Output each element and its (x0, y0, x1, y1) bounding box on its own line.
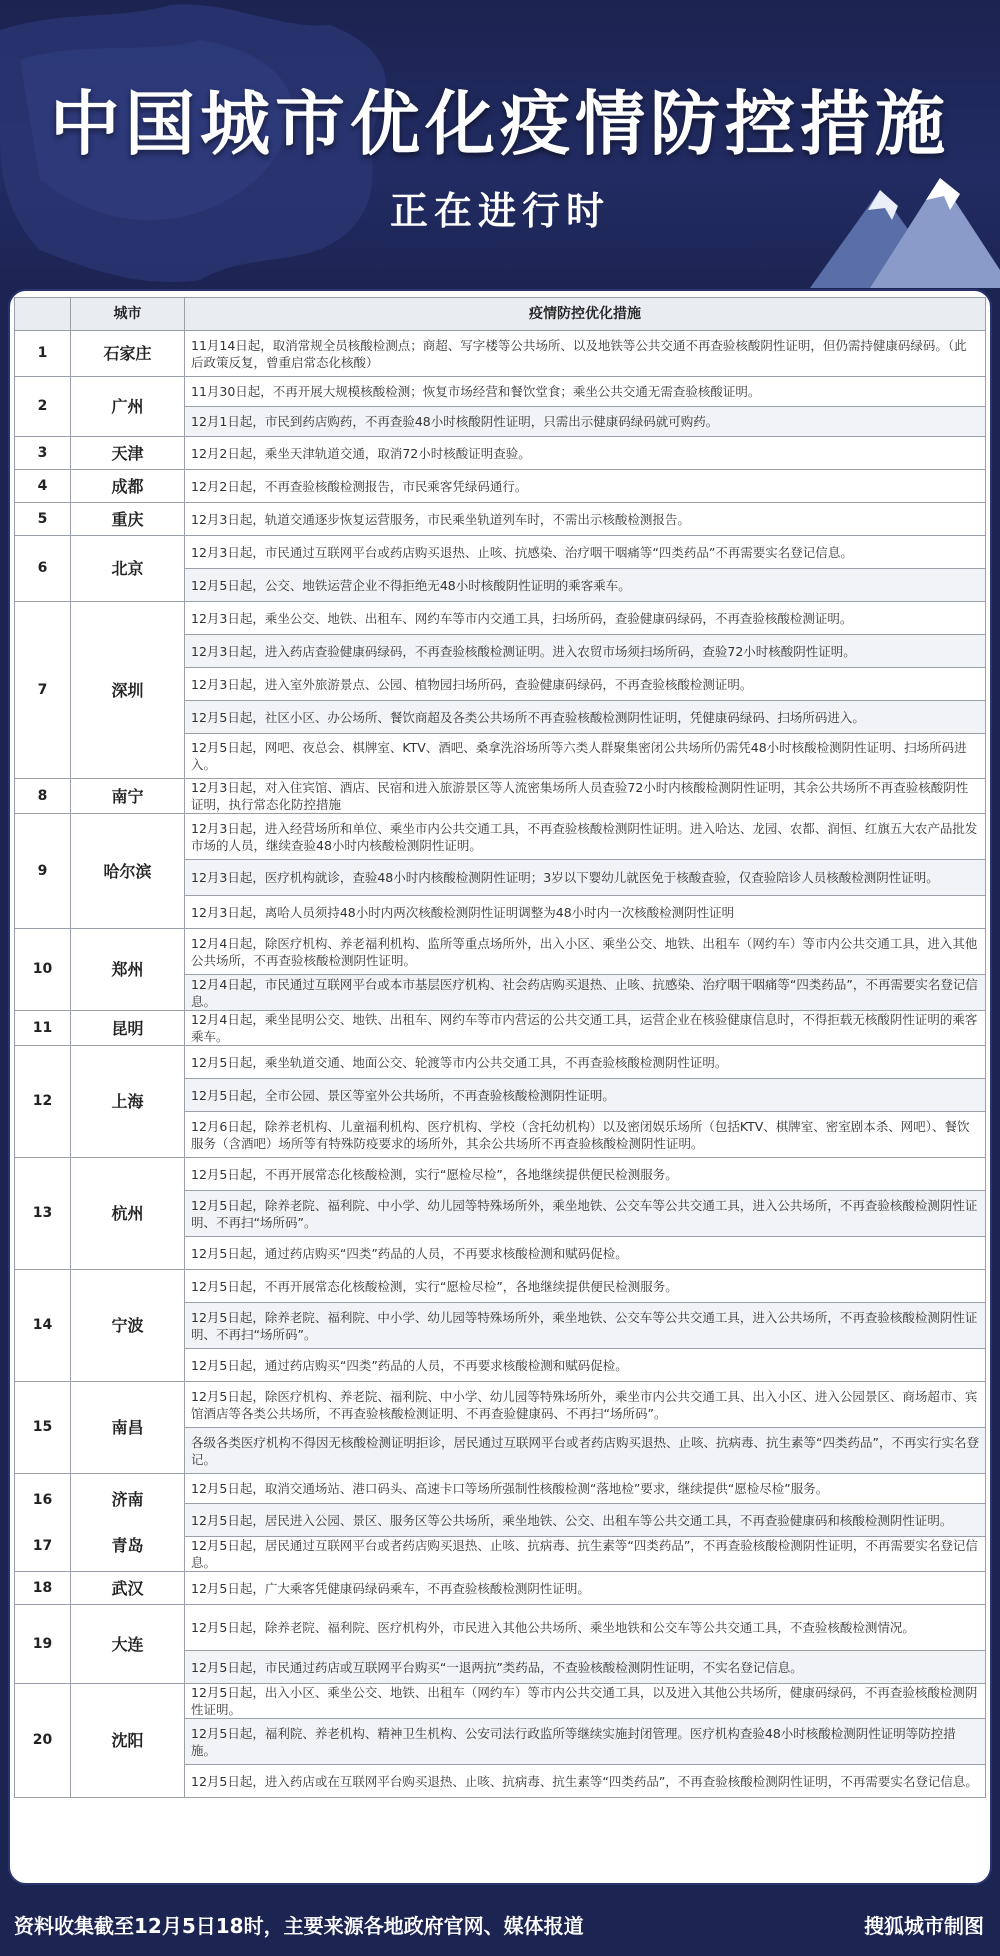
measure-text: 12月3日起，轨道交通逐步恢复运营服务，市民乘坐轨道列车时，不需出示核酸检测报告。 (185, 503, 986, 536)
table-row (15, 1684, 986, 1719)
table-row (15, 779, 986, 814)
measure-text: 12月3日起，进入室外旅游景点、公园、植物园扫场所码，查验健康码绿码，不再查验核酸检测证明。 (185, 668, 986, 701)
city-name (71, 1011, 185, 1046)
city-name (71, 437, 185, 470)
row-number-text: 7 (37, 681, 48, 698)
row-number (15, 1046, 71, 1158)
city-name (71, 1572, 185, 1605)
row-number (15, 470, 71, 503)
measure-text: 12月3日起，进入药店查验健康码绿码，不再查验核酸检测证明。进入农贸市场须扫场所码，查验72小时核酸阴性证明。 (185, 635, 986, 668)
measure-text: 12月5日起，除养老院、福利院、中小学、幼儿园等特殊场所外，乘坐地铁、公交车等公共交通工具，进入公共场所，不再查验核酸检测阴性证明、不再扫“场所码”。 (185, 1191, 986, 1237)
city-name-text: 深圳 (111, 680, 144, 700)
table-row (15, 929, 986, 975)
city-name (71, 1605, 185, 1684)
header-measure: 疫情防控优化措施 (185, 298, 986, 331)
row-number (15, 437, 71, 470)
measure-text: 12月5日起，通过药店购买“四类”药品的人员，不再要求核酸检测和赋码促检。 (185, 1237, 986, 1270)
table-row (15, 1270, 986, 1303)
footer-credit: 搜狐城市制图 (864, 1914, 984, 1938)
row-number (15, 1474, 71, 1572)
city-name-text: 武汉 (111, 1578, 144, 1598)
row-number-text: 19 (32, 1635, 53, 1652)
city-name (71, 779, 185, 814)
city-name-text: 哈尔滨 (103, 861, 152, 881)
city-name-text: 昆明 (111, 1018, 144, 1038)
measure-text: 12月5日起，公交、地铁运营企业不得拒绝无48小时核酸阴性证明的乘客乘车。 (185, 569, 986, 602)
city-name (71, 536, 185, 602)
table-row (15, 536, 986, 569)
city-name-text: 沈阳 (111, 1731, 144, 1750)
row-number-text: 5 (37, 510, 48, 527)
measure-text: 12月5日起，进入药店或在互联网平台购买退热、止咳、抗病毒、抗生素等“四类药品”，不再查验核酸检测阴性证明，不再需要实名登记信息。 (185, 1765, 986, 1798)
city-name-text: 上海 (111, 1092, 144, 1111)
row-number-text: 14 (32, 1317, 53, 1333)
row-number (15, 1605, 71, 1684)
row-number-text: 12 (32, 1093, 53, 1109)
table-header-row (15, 298, 986, 331)
row-number (15, 503, 71, 536)
city-name-text: 大连 (111, 1634, 144, 1654)
table-row (15, 1011, 986, 1046)
city-name (71, 331, 185, 377)
row-number (15, 1158, 71, 1270)
city-name-text: 南昌 (111, 1418, 144, 1437)
measure-text: 12月3日起，乘坐公交、地铁、出租车、网约车等市内交通工具，扫场所码，查验健康码绿码，不再查验核酸检测证明。 (185, 602, 986, 635)
row-number-text: 11 (32, 1019, 53, 1036)
city-name-text: 成都 (111, 476, 144, 496)
row-number (15, 779, 71, 814)
row-number-text: 3 (37, 444, 48, 461)
row-number (15, 1684, 71, 1798)
measure-text: 12月5日起，全市公园、景区等室外公共场所，不再查验核酸检测阴性证明。 (185, 1079, 986, 1112)
measure-text: 12月2日起，不再查验核酸检测报告，市民乘客凭绿码通行。 (185, 470, 986, 503)
measures-card (8, 289, 992, 1885)
row-number-text: 9 (37, 862, 48, 879)
row-number-text: 17 (32, 1537, 53, 1554)
city-name-text: 石家庄 (103, 344, 152, 363)
table-row (15, 1158, 986, 1191)
page-subtitle: 正在进行时 (389, 189, 610, 233)
city-name-text: 宁波 (111, 1316, 144, 1335)
measure-text: 12月5日起，居民通过互联网平台或者药店购买退热、止咳、抗病毒、抗生素等“四类药品”，不再查验核酸检测阴性证明，不再需要实名登记信息。 (185, 1537, 986, 1572)
row-number-text: 13 (32, 1205, 53, 1221)
city-name-text: 北京 (111, 559, 144, 578)
table-row (15, 437, 986, 470)
table-row (15, 1474, 986, 1504)
table-row (15, 503, 986, 536)
row-number-text: 6 (37, 560, 48, 576)
measures-table (14, 297, 986, 1798)
city-name (71, 814, 185, 929)
row-number-text: 16 (32, 1491, 53, 1508)
header-city: 城市 (71, 298, 185, 331)
row-number-text: 8 (37, 787, 48, 804)
measure-text: 12月4日起，市民通过互联网平台或本市基层医疗机构、社会药店购买退热、止咳、抗感染、治疗咽干咽痛等“四类药品”，不再需要实名登记信息。 (185, 975, 986, 1011)
city-name-text: 天津 (111, 443, 144, 463)
measure-text: 12月5日起，市民通过药店或互联网平台购买“一退两抗”类药品，不查验核酸检测阴性证明，不实名登记信息。 (185, 1651, 986, 1684)
measure-text: 12月5日起，出入小区、乘坐公交、地铁、出租车（网约车）等市内公共交通工具，以及进入其他公共场所，健康码绿码，不再查验核酸检测阴性证明。 (185, 1684, 986, 1719)
row-number (15, 377, 71, 437)
row-number (15, 602, 71, 779)
table-row (15, 470, 986, 503)
measure-text: 12月5日起，除养老院、福利院、医疗机构外，市民进入其他公共场所、乘坐地铁和公交车等公共交通工具，不查验核酸检测情况。 (185, 1605, 986, 1651)
city-name (71, 470, 185, 503)
city-name (71, 1474, 185, 1572)
row-number (15, 1382, 71, 1474)
city-name (71, 1684, 185, 1798)
row-number (15, 1572, 71, 1605)
row-number-text: 15 (32, 1419, 53, 1435)
city-name-text: 郑州 (111, 960, 144, 979)
row-number-text: 2 (37, 398, 48, 414)
table-row (15, 1572, 986, 1605)
row-number (15, 929, 71, 1011)
measure-text: 12月3日起，进入经营场所和单位、乘坐市内公共交通工具，不再查验核酸检测阴性证明。进入哈达、龙园、农都、润恒、红旗五大农产品批发市场的人员，继续查验48小时内核酸检测阴性证明。 (185, 814, 986, 860)
city-name-text: 广州 (111, 397, 144, 416)
header-banner (0, 0, 1000, 288)
city-name-text: 济南 (111, 1489, 144, 1509)
city-name (71, 1158, 185, 1270)
row-number (15, 1011, 71, 1046)
table-row (15, 1382, 986, 1428)
measure-text: 11月30日起，不再开展大规模核酸检测；恢复市场经营和餐饮堂食；乘坐公共交通无需查验核酸证明。 (185, 377, 986, 407)
measure-text: 12月1日起，市民到药店购药，不再查验48小时核酸阴性证明，只需出示健康码绿码就可购药。 (185, 407, 986, 437)
measure-text: 12月3日起，市民通过互联网平台或药店购买退热、止咳、抗感染、治疗咽干咽痛等“四类药品”不再需要实名登记信息。 (185, 536, 986, 569)
row-number (15, 1270, 71, 1382)
city-name (71, 929, 185, 1011)
table-row (15, 814, 986, 860)
measure-text: 12月5日起，通过药店购买“四类”药品的人员，不再要求核酸检测和赋码促检。 (185, 1349, 986, 1382)
measure-text: 12月5日起，网吧、夜总会、棋牌室、KTV、酒吧、桑拿洗浴场所等六类人群聚集密闭公共场所仍需凭48小时核酸检测阴性证明、扫场所码进入。 (185, 734, 986, 779)
row-number (15, 536, 71, 602)
measure-text: 12月5日起，除医疗机构、养老院、福利院、中小学、幼儿园等特殊场所外，乘坐市内公共交通工具、出入小区、进入公园景区、商场超市、宾馆酒店等各类公共场所，不再查验核酸检测证明、不再查验健康码、不再扫“场所码”。 (185, 1382, 986, 1428)
table-row (15, 331, 986, 377)
city-name-text: 青岛 (111, 1535, 144, 1555)
measure-text: 12月5日起，广大乘客凭健康码绿码乘车，不再查验核酸检测阴性证明。 (185, 1572, 986, 1605)
table-row (15, 1046, 986, 1079)
city-name (71, 503, 185, 536)
city-name (71, 602, 185, 779)
city-name-text: 杭州 (111, 1204, 144, 1223)
row-number-text: 20 (32, 1732, 53, 1748)
measure-text: 12月5日起，取消交通场站、港口码头、高速卡口等场所强制性核酸检测“落地检”要求，继续提供“愿检尽检”服务。 (185, 1474, 986, 1504)
table-row (15, 377, 986, 407)
measure-text: 12月5日起，不再开展常态化核酸检测，实行“愿检尽检”，各地继续提供便民检测服务。 (185, 1158, 986, 1191)
footer-source: 资料收集截至12月5日18时，主要来源各地政府官网、媒体报道 (14, 1914, 584, 1938)
measure-text: 12月6日起，除养老机构、儿童福利机构、医疗机构、学校（含托幼机构）以及密闭娱乐场所（包括KTV、棋牌室、密室剧本杀、网吧）、餐饮服务（含酒吧）场所等有特殊防疫要求的场所外，其余公共场所不再查验核酸检测阴性证明。 (185, 1112, 986, 1158)
city-name (71, 1382, 185, 1474)
footer-bar (0, 1898, 1000, 1946)
row-number (15, 814, 71, 929)
measure-text: 12月5日起，居民进入公园、景区、服务区等公共场所，乘坐地铁、公交、出租车等公共交通工具，不再查验健康码和核酸检测阴性证明。 (185, 1504, 986, 1537)
city-name-text: 重庆 (111, 509, 144, 529)
city-name (71, 1046, 185, 1158)
table-row (15, 602, 986, 635)
header-no-cell (15, 298, 71, 331)
city-name-text: 南宁 (111, 786, 144, 806)
measure-text: 11月14日起，取消常规全员核酸检测点；商超、写字楼等公共场所、以及地铁等公共交通不再查验核酸阴性证明，但仍需持健康码绿码。（此后政策反复，曾重启常态化核酸） (185, 331, 986, 377)
measure-text: 12月5日起，社区小区、办公场所、餐饮商超及各类公共场所不再查验核酸检测阴性证明，凭健康码绿码、扫场所码进入。 (185, 701, 986, 734)
measure-text: 12月3日起，离哈人员须持48小时内两次核酸检测阴性证明调整为48小时内一次核酸检测阴性证明 (185, 896, 986, 929)
row-number-text: 18 (32, 1579, 53, 1596)
city-name (71, 1270, 185, 1382)
measure-text: 各级各类医疗机构不得因无核酸检测证明拒诊，居民通过互联网平台或者药店购买退热、止咳、抗病毒、抗生素等“四类药品”，不再实行实名登记。 (185, 1428, 986, 1474)
table-row (15, 1605, 986, 1651)
measure-text: 12月3日起，对入住宾馆、酒店、民宿和进入旅游景区等人流密集场所人员查验72小时内核酸检测阴性证明，其余公共场所不再查验核酸阴性证明，执行常态化防控措施 (185, 779, 986, 814)
measure-text: 12月5日起，除养老院、福利院、中小学、幼儿园等特殊场所外，乘坐地铁、公交车等公共交通工具，进入公共场所，不再查验核酸检测阴性证明、不再扫“场所码”。 (185, 1303, 986, 1349)
row-number-text: 10 (32, 961, 53, 977)
measure-text: 12月2日起，乘坐天津轨道交通，取消72小时核酸证明查验。 (185, 437, 986, 470)
row-number (15, 331, 71, 377)
row-number-text: 1 (37, 345, 48, 361)
city-name (71, 377, 185, 437)
measure-text: 12月3日起，医疗机构就诊，查验48小时内核酸检测阴性证明；3岁以下婴幼儿就医免于核酸查验，仅查验陪诊人员核酸检测阴性证明。 (185, 860, 986, 896)
measure-text: 12月5日起，乘坐轨道交通、地面公交、轮渡等市内公共交通工具，不再查验核酸检测阴性证明。 (185, 1046, 986, 1079)
measure-text: 12月5日起，不再开展常态化核酸检测，实行“愿检尽检”，各地继续提供便民检测服务。 (185, 1270, 986, 1303)
page-title: 中国城市优化疫情防控措施 (50, 83, 950, 165)
measure-text: 12月4日起，除医疗机构、养老福利机构、监所等重点场所外，出入小区、乘坐公交、地铁、出租车（网约车）等市内公共交通工具，进入其他公共场所，不再查验核酸检测阴性证明。 (185, 929, 986, 975)
measure-text: 12月4日起，乘坐昆明公交、地铁、出租车、网约车等市内营运的公共交通工具，运营企业在核验健康信息时，不得拒载无核酸阴性证明的乘客乘车。 (185, 1011, 986, 1046)
row-number-text: 4 (37, 477, 48, 494)
measure-text: 12月5日起，福利院、养老机构、精神卫生机构、公安司法行政监所等继续实施封闭管理。医疗机构查验48小时核酸检测阴性证明等防控措施。 (185, 1719, 986, 1765)
